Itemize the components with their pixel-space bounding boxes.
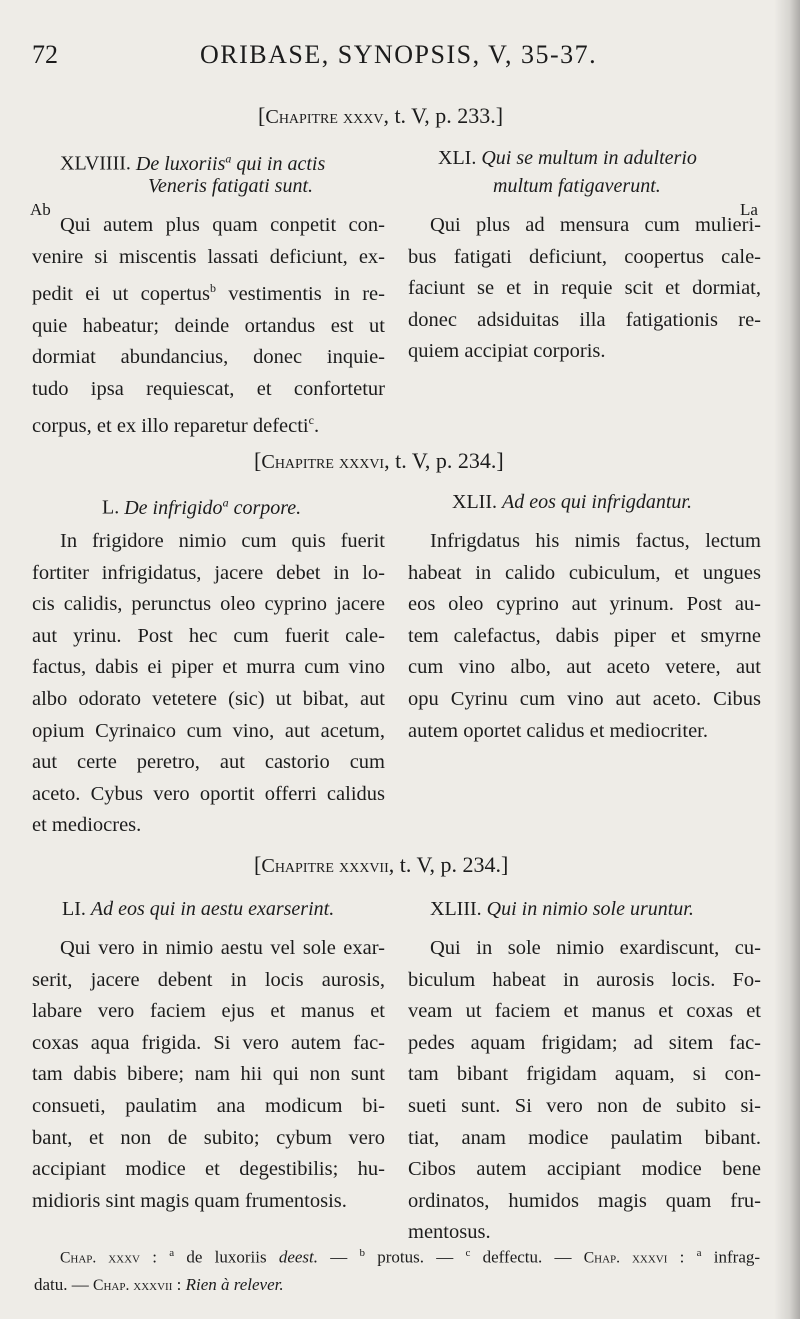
chapter-ref-label: Chapitre xxxv: [265, 106, 384, 128]
heading-title: Ad eos qui in aestu exarserint.: [90, 898, 335, 920]
chapter-ref-location: , t. V, p. 233.]: [383, 103, 504, 128]
page-number: 72: [32, 40, 58, 69]
text-column-right: [408, 210, 761, 368]
text-line: Qui in sole nimio exardiscunt, cu-: [430, 937, 761, 959]
section-heading-right: [430, 895, 694, 923]
text-line: tam dabis bibere; nam hii qui non sunt: [32, 1063, 385, 1086]
text-line: biculum habeat in aurosis locis. Fo-: [408, 968, 761, 991]
footnotes: [34, 1240, 760, 1299]
heading-title: Qui in nimio sole uruntur.: [486, 898, 694, 920]
chapter-reference: [254, 852, 508, 878]
footnote-marker: a: [222, 495, 229, 509]
section-heading-left: [102, 488, 301, 522]
heading-number: XLII.: [452, 491, 497, 513]
footnote-marker: b: [210, 281, 217, 296]
footnote-line: datu. — Chap. xxxvii : Rien à relever.: [34, 1274, 284, 1294]
text-line: opium Cyrinaico cum vino, aut acetum,: [32, 719, 385, 742]
text-line: In frigidore nimio cum quis fuerit: [60, 530, 385, 552]
text-line: venire si miscentis lassati deficiunt, ex-: [32, 245, 385, 268]
text-line: corpus, et ex illo reparetur defecti$^c$.: [32, 413, 320, 438]
manuscript-siglum: Ab: [30, 200, 51, 219]
text-line: factus, dabis ei piper et murra cum vino: [32, 656, 385, 679]
chapter-reference: [254, 448, 504, 474]
text-line: veam ut faciem et manus et coxas et: [408, 1000, 761, 1023]
heading-title: qui in actis: [231, 152, 326, 175]
text-line: tam bibant frigidam aquam, si con-: [408, 1063, 761, 1086]
heading-title: De infrigido: [124, 496, 223, 519]
chapter-ref-location: , t. V, p. 234.]: [384, 448, 504, 473]
text-line: fortiter infrigidatus, jacere debet in lo-: [32, 561, 385, 584]
text-line: et mediocres.: [32, 814, 142, 837]
heading-title: multum fatigaverunt.: [493, 175, 661, 197]
text-line: dormiat abundancius, donec inquie-: [32, 346, 385, 369]
text-line: quiem accipiat corporis.: [408, 340, 606, 363]
text-line: coxas aqua frigida. Si vero autem fac-: [32, 1031, 385, 1054]
heading-number: XLIII.: [430, 898, 482, 920]
text-line: opu Cyrinu cum vino aut aceto. Cibus: [408, 687, 761, 710]
footnote-line: Chap. xxxv : $^a$ de luxoriis deest. — $^b$ protus. — $^c$ deffectu. — Chap. xxxvi : $^a$ infrag-: [60, 1247, 761, 1267]
heading-number: XLVIIII.: [60, 152, 131, 175]
text-column-left: [32, 933, 385, 1217]
heading-number: XLI.: [438, 147, 477, 169]
chapter-reference: [258, 103, 503, 129]
text-line: quie habeatur; deinde ortandus est ut: [32, 314, 385, 337]
heading-title: De luxoriis: [135, 152, 226, 175]
heading-title: Ad eos qui infrigdantur.: [501, 491, 692, 513]
heading-number: LI.: [62, 898, 86, 920]
text-line: Cibos autem accipiant modice bene: [408, 1158, 761, 1181]
heading-title: Veneris fatigati sunt.: [148, 175, 313, 197]
text-line: habeat in calido cubiculum, et ungues: [408, 561, 761, 584]
text-line: accipiant modice et degestibilis; hu-: [32, 1158, 385, 1181]
text-line: mentosus.: [408, 1221, 491, 1244]
text-column-right: [408, 526, 761, 747]
text-line: cis calidis, perunctus oleo cyprino jacere: [32, 593, 385, 616]
section-heading-right: [452, 488, 692, 516]
text-line: eos oleo cyprino aut yrinum. Post au-: [408, 593, 761, 616]
text-line: faciunt se et in requie scit et dormiat,: [408, 277, 761, 300]
footnote-marker: c: [308, 413, 314, 428]
heading-number: L.: [102, 496, 120, 519]
text-line: labare vero faciem ejus et manus et: [32, 1000, 385, 1023]
footnote-marker: a: [225, 151, 232, 165]
text-line: aut yrinu. Post hec cum fuerit cale-: [32, 624, 385, 647]
heading-title: Qui se multum in adulterio: [481, 147, 697, 169]
text-line: Qui autem plus quam conpetit con-: [60, 214, 385, 236]
text-line: tem calefactus, dabis piper et smyrne: [408, 624, 761, 647]
chapter-ref-bracket: [: [254, 852, 262, 877]
text-line: tiat, anam modice paulatim bibant.: [408, 1126, 761, 1149]
text-line: consueti, paulatim ana modicum bi-: [32, 1094, 385, 1117]
text-line: sueti sunt. Si vero non de subito si-: [408, 1094, 761, 1117]
section-heading-right-line2: [493, 172, 661, 200]
chapter-ref-bracket: [: [258, 103, 266, 128]
text-line: ordinatos, humidos magis quam fru-: [408, 1189, 761, 1212]
text-column-left: [32, 526, 385, 842]
text-column-left: [32, 210, 385, 443]
text-line: Infrigdatus his nimis factus, lectum: [430, 530, 761, 552]
text-line: albo odorato vetetere (sic) ut bibat, aut: [32, 687, 385, 710]
text-column-right: [408, 933, 761, 1249]
text-line: serit, jacere debent in locis aurosis,: [32, 968, 385, 991]
text-line: bant, et non de subito; cybum vero: [32, 1126, 385, 1149]
text-line: pedes aquam frigidam; ad sitem fac-: [408, 1031, 761, 1054]
text-line: aut certe peretro, aut castorio cum: [32, 751, 385, 774]
section-heading-right: [438, 144, 697, 172]
page-edge-shadow: [774, 0, 800, 1319]
text-line: Qui vero in nimio aestu vel sole exar-: [60, 937, 385, 959]
running-title: ORIBASE, SYNOPSIS, V, 35-37.: [200, 40, 598, 69]
text-line: donec adsiduitas illa fatigationis re-: [408, 308, 761, 331]
chapter-ref-location: , t. V, p. 234.]: [388, 852, 509, 877]
section-heading-left: [62, 895, 334, 923]
text-line: bus fatigati deficiunt, coopertus cale-: [408, 245, 761, 268]
chapter-ref-label: Chapitre xxxvi: [261, 451, 385, 473]
text-line: aceto. Cybus vero oportit offerri calidus: [32, 782, 385, 805]
heading-title: corpore.: [228, 496, 302, 519]
chapter-ref-bracket: [: [254, 448, 262, 473]
text-line: midioris sint magis quam frumentosis.: [32, 1189, 347, 1212]
section-heading-left-line2: [148, 172, 313, 200]
text-line: autem oportet calidus et mediocriter.: [408, 719, 708, 742]
text-line: cum vino albo, aut aceto vetere, aut: [408, 656, 761, 679]
text-line: Qui plus ad mensura cum mulieri-: [430, 214, 761, 236]
chapter-ref-label: Chapitre xxxvii: [261, 855, 389, 877]
text-line: tudo ipsa requiescat, et confortetur: [32, 377, 385, 400]
manuscript-siglum: La: [740, 200, 758, 219]
text-line: pedit ei ut copertus$^b$ vestimentis in re-: [32, 281, 385, 306]
